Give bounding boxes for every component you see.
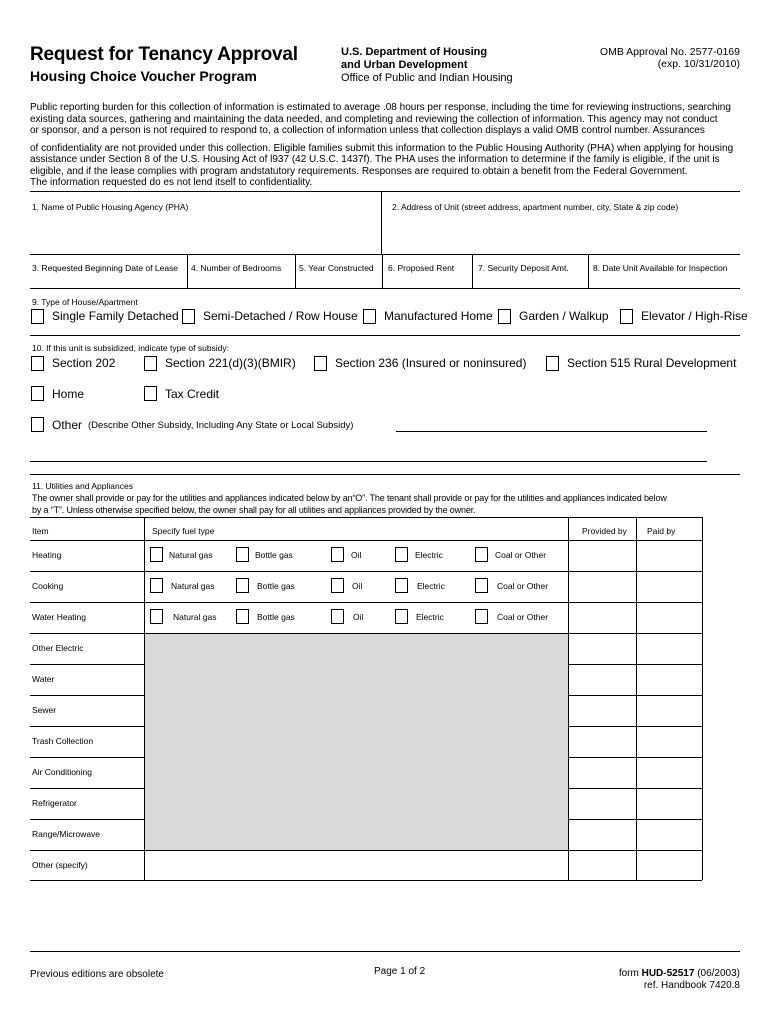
form-title: Request for Tenancy Approval — [30, 44, 298, 65]
divider — [30, 880, 702, 881]
house-type-option: Elevator / High-Rise — [641, 309, 748, 323]
checkbox-cooking-coal-other[interactable] — [475, 578, 488, 593]
subsidy-option: Section 202 — [52, 356, 116, 370]
checkbox-water-heating-oil[interactable] — [331, 609, 344, 624]
subsidy-option: Section 236 (Insured or noninsured) — [335, 356, 527, 370]
fuel-option: Electric — [417, 581, 445, 591]
house-type-option: Manufactured Home — [384, 309, 493, 323]
divider — [568, 819, 702, 820]
checkbox-tax-credit[interactable] — [144, 386, 157, 401]
column-item: Item — [32, 526, 49, 536]
divider — [568, 664, 702, 665]
checkbox-section-221[interactable] — [144, 356, 157, 371]
field-year-constructed-label: 5. Year Constructed — [299, 263, 374, 273]
divider — [30, 757, 145, 758]
field-unit-address-label: 2. Address of Unit (street address, apartment number, city, State & zip code) — [392, 202, 679, 212]
checkbox-heating-oil[interactable] — [331, 547, 344, 562]
column-fuel-type: Specify fuel type — [152, 526, 215, 536]
utilities-label: 11. Utilities and Appliances — [32, 481, 133, 491]
checkbox-garden-walkup[interactable] — [498, 309, 511, 324]
fuel-option: Coal or Other — [497, 581, 549, 591]
house-type-label: 9. Type of House/Apartment — [32, 297, 138, 307]
department-line-2: and Urban Development — [341, 59, 468, 71]
checkbox-section-236[interactable] — [314, 356, 327, 371]
checkbox-home[interactable] — [31, 386, 44, 401]
row-other-specify: Other (specify) — [32, 860, 88, 870]
subsidy-option: Section 221(d)(3)(BMIR) — [165, 356, 296, 370]
subsidy-option: Tax Credit — [165, 387, 220, 401]
checkbox-water-heating-bottle-gas[interactable] — [236, 609, 249, 624]
checkbox-water-heating-electric[interactable] — [395, 609, 408, 624]
divider — [30, 726, 145, 727]
form-subtitle: Housing Choice Voucher Program — [30, 68, 257, 84]
burden-line: of confidentiality are not provided under this collection. Eligible families submit this information to the Public Housing Authority (PHA) when applying for housing — [30, 142, 734, 154]
checkbox-heating-bottle-gas[interactable] — [236, 547, 249, 562]
divider — [381, 191, 382, 254]
checkbox-cooking-natural-gas[interactable] — [150, 578, 163, 593]
fuel-option: Oil — [352, 581, 363, 591]
form-date: (06/2003) — [697, 968, 740, 979]
other-subsidy-input-line-2[interactable] — [30, 461, 707, 462]
checkbox-manufactured-home[interactable] — [363, 309, 376, 324]
department-name — [341, 46, 487, 72]
utilities-instructions-line-1: The owner shall provide or pay for the utilities and appliances indicated below by an“O”. The tenant shall provide or pay for the utilities and appliances indicated below — [32, 493, 667, 503]
burden-line: eligible, and if the lease complies with program andstatutory requirements. Responses are required to obtain a benefit from the Federal Government. — [30, 165, 688, 177]
divider — [187, 254, 188, 288]
divider — [30, 474, 740, 475]
row-trash: Trash Collection — [32, 736, 94, 746]
row-sewer: Sewer — [32, 705, 57, 715]
row-heating: Heating — [32, 550, 62, 560]
field-security-deposit-label: 7. Security Deposit Amt. — [478, 263, 569, 273]
checkbox-cooking-oil[interactable] — [331, 578, 344, 593]
checkbox-semi-detached[interactable] — [182, 309, 195, 324]
burden-line: existing data sources, gathering and maintaining the data needed, and completing and reviewing the collection of information. This agency may not conduct — [30, 113, 718, 125]
department-line-1: U.S. Department of Housing — [341, 46, 488, 58]
checkbox-single-family[interactable] — [31, 309, 44, 324]
burden-line: or sponsor, and a person is not required to respond to, a collection of information unless that collection displays a valid OMB control number. Assurances — [30, 125, 705, 136]
divider — [702, 517, 703, 880]
other-subsidy-description: (Describe Other Subsidy, Including Any State or Local Subsidy) — [88, 420, 354, 431]
subsidy-label: 10. If this unit is subsidized, indicate type of subsidy: — [32, 343, 230, 353]
field-inspection-date-label: 8. Date Unit Available for Inspection — [593, 263, 728, 273]
field-lease-date-label: 3. Requested Beginning Date of Lease — [32, 263, 179, 273]
fuel-option: Natural gas — [173, 612, 217, 622]
fuel-option: Electric — [415, 550, 443, 560]
fuel-option: Electric — [416, 612, 444, 622]
unit-address-input[interactable] — [384, 214, 738, 252]
fuel-option: Natural gas — [169, 550, 213, 560]
row-refrigerator: Refrigerator — [32, 798, 77, 808]
divider — [30, 951, 740, 952]
column-provided-by: Provided by — [582, 526, 627, 536]
fuel-option: Coal or Other — [495, 550, 547, 560]
checkbox-other-subsidy[interactable] — [31, 417, 44, 432]
footer-page-number: Page 1 of 2 — [374, 966, 426, 977]
fuel-option: Oil — [353, 612, 364, 622]
footer-form-number — [619, 968, 740, 992]
divider — [30, 191, 740, 192]
divider — [30, 335, 740, 336]
row-range-microwave: Range/Microwave — [32, 829, 101, 839]
fuel-option: Bottle gas — [257, 612, 295, 622]
burden-line: The information requested do es not lend itself to confidentiality. — [30, 177, 313, 188]
omb-expiration: (exp. 10/31/2010) — [657, 58, 740, 70]
house-type-option: Semi-Detached / Row House — [203, 309, 358, 323]
divider — [382, 254, 383, 288]
house-type-option: Garden / Walkup — [519, 309, 609, 323]
form-number: HUD-52517 — [641, 968, 695, 979]
row-cooking: Cooking — [32, 581, 64, 591]
checkbox-heating-electric[interactable] — [395, 547, 408, 562]
divider — [295, 254, 296, 288]
divider — [30, 819, 145, 820]
handbook-reference: ref. Handbook 7420.8 — [643, 980, 740, 991]
field-bedrooms-label: 4. Number of Bedrooms — [191, 263, 282, 273]
checkbox-heating-coal-other[interactable] — [475, 547, 488, 562]
divider — [30, 517, 702, 518]
checkbox-section-202[interactable] — [31, 356, 44, 371]
divider — [568, 726, 702, 727]
utilities-instructions-line-2: by a “T”. Unless otherwise specified below, the owner shall pay for all utilities and appliances provided by the owner. — [32, 505, 476, 515]
row-water: Water — [32, 674, 55, 684]
column-paid-by: Paid by — [647, 526, 676, 536]
footer-obsolete-note: Previous editions are obsolete — [30, 969, 164, 980]
fuel-option: Bottle gas — [255, 550, 293, 560]
fuel-option: Bottle gas — [257, 581, 295, 591]
divider — [30, 695, 145, 696]
omb-approval — [600, 46, 740, 70]
divider — [568, 788, 702, 789]
divider — [30, 540, 702, 541]
subsidy-option: Home — [52, 387, 85, 401]
shaded-area — [145, 633, 568, 850]
divider — [568, 695, 702, 696]
checkbox-cooking-bottle-gas[interactable] — [236, 578, 249, 593]
subsidy-option: Section 515 Rural Development — [567, 356, 737, 370]
other-subsidy-input[interactable] — [396, 431, 707, 432]
fuel-option: Natural gas — [171, 581, 215, 591]
divider — [568, 757, 702, 758]
divider — [472, 254, 473, 288]
house-type-option: Single Family Detached — [52, 309, 179, 323]
row-water-heating: Water Heating — [32, 612, 87, 622]
divider — [30, 850, 702, 851]
omb-number: OMB Approval No. 2577-0169 — [599, 46, 740, 58]
fuel-option: Coal or Other — [497, 612, 549, 622]
row-air-conditioning: Air Conditioning — [32, 767, 93, 777]
divider — [30, 664, 145, 665]
checkbox-water-heating-coal-other[interactable] — [475, 609, 488, 624]
divider — [30, 788, 145, 789]
divider — [30, 571, 702, 572]
divider — [30, 254, 740, 255]
burden-line: assistance under Section 8 of the U.S. Housing Act of l937 (42 U.S.C. 1437f). The PHA uses the information to determine if the family is eligible, if the unit is — [30, 154, 720, 165]
checkbox-heating-natural-gas[interactable] — [150, 547, 163, 562]
field-proposed-rent-label: 6. Proposed Rent — [388, 263, 455, 273]
checkbox-cooking-electric[interactable] — [395, 578, 408, 593]
divider — [30, 288, 740, 289]
divider — [588, 254, 589, 288]
burden-statement — [30, 102, 750, 189]
office-name: Office of Public and Indian Housing — [341, 72, 513, 84]
checkbox-elevator-highrise[interactable] — [620, 309, 633, 324]
checkbox-section-515[interactable] — [546, 356, 559, 371]
pha-name-input[interactable] — [32, 214, 378, 252]
row-other-electric: Other Electric — [32, 643, 84, 653]
divider — [30, 602, 702, 603]
field-pha-name-label: 1. Name of Public Housing Agency (PHA) — [32, 202, 189, 212]
divider — [30, 633, 702, 634]
form-prefix: form — [618, 968, 639, 979]
subsidy-option: Other — [52, 418, 83, 432]
fuel-option: Oil — [351, 550, 362, 560]
burden-line: Public reporting burden for this collection of information is estimated to average .08 hours per response, including the time for reviewing instructions, searching — [30, 102, 731, 113]
checkbox-water-heating-natural-gas[interactable] — [150, 609, 163, 624]
